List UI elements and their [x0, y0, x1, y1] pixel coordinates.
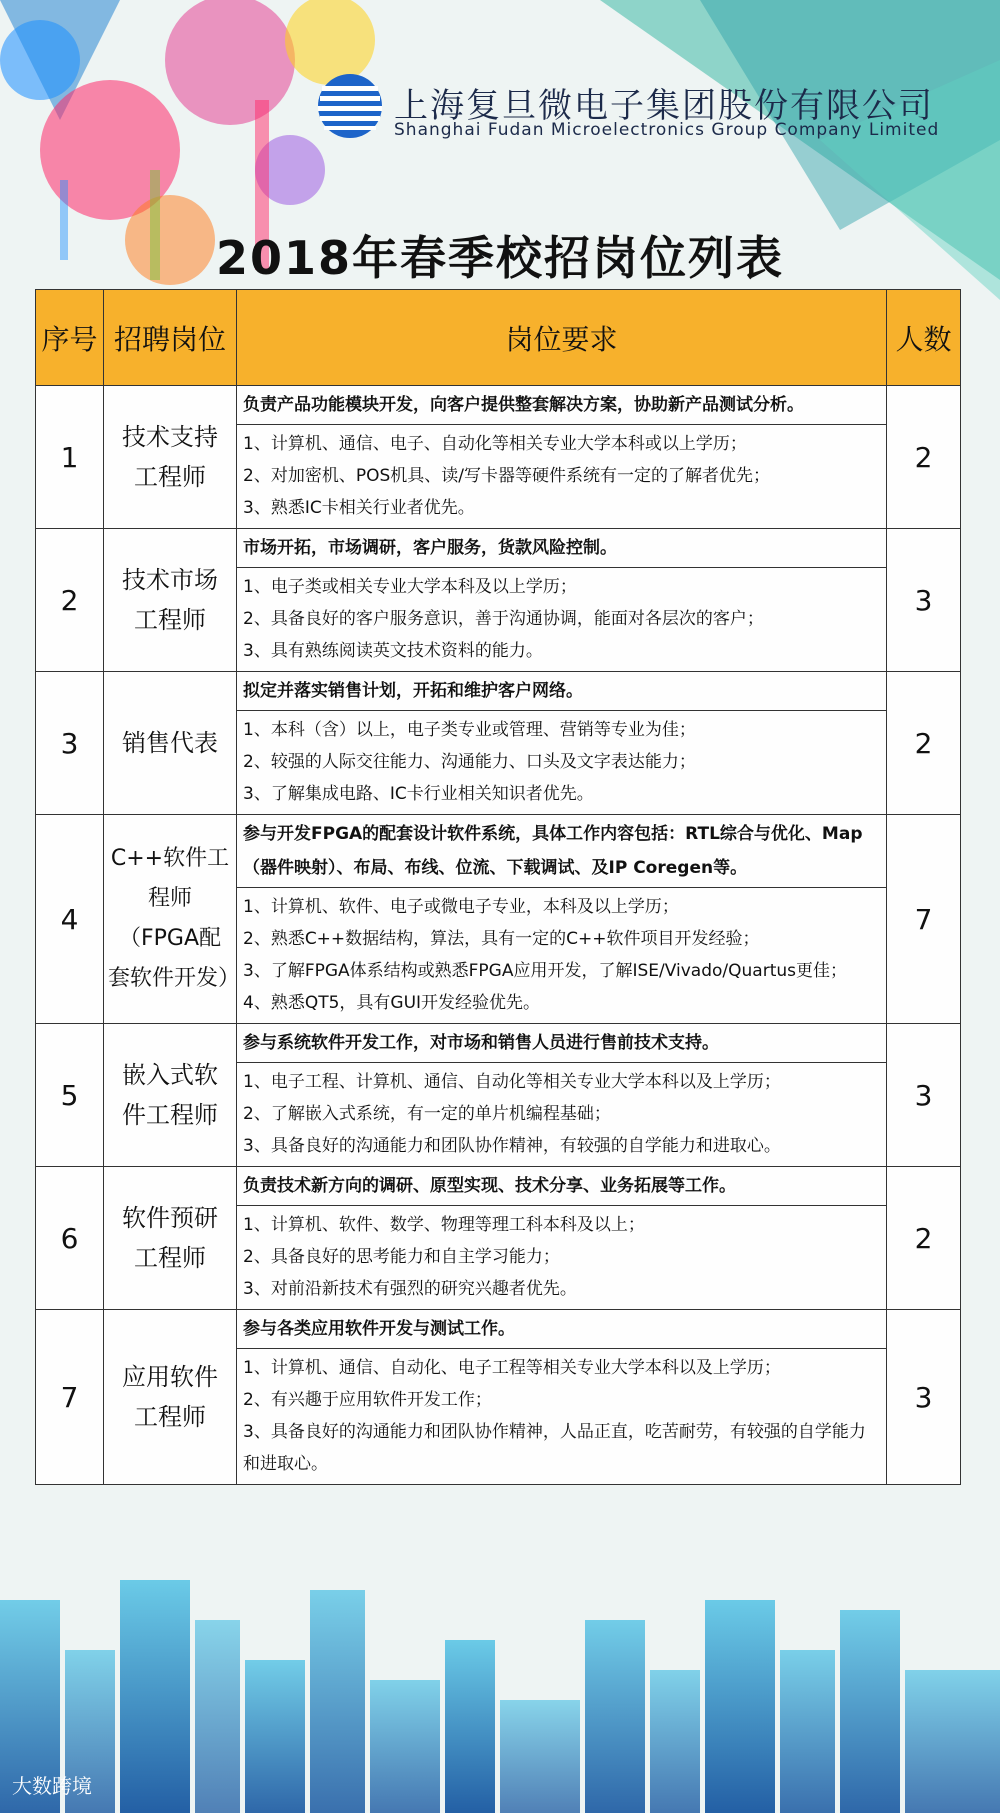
requirement-item: 4、熟悉QT5，具有GUI开发经验优先。 — [243, 993, 541, 1013]
requirement-item: 3、了解FPGA体系结构或熟悉FPGA应用开发，了解ISE/Vivado/Quartus更佳； — [243, 961, 847, 981]
row-requirements — [237, 815, 887, 1024]
requirement-item: 2、具备良好的客户服务意识，善于沟通协调，能面对各层次的客户； — [243, 609, 764, 629]
row-summary: 拟定并落实销售计划，开拓和维护客户网络。 — [237, 672, 886, 711]
requirement-item: 1、计算机、软件、数学、物理等理工科本科及以上； — [243, 1215, 645, 1235]
row-requirements — [237, 1167, 887, 1310]
requirement-item: 1、电子工程、计算机、通信、自动化等相关专业大学本科以及上学历； — [243, 1072, 781, 1092]
row-no: 5 — [36, 1024, 104, 1167]
requirement-item: 1、计算机、通信、自动化、电子工程等相关专业大学本科以及上学历； — [243, 1358, 781, 1378]
requirement-item: 1、计算机、通信、电子、自动化等相关专业大学本科或以上学历； — [243, 434, 747, 454]
requirement-item: 3、具有熟练阅读英文技术资料的能力。 — [243, 641, 543, 661]
table-row — [36, 1310, 961, 1485]
row-no: 1 — [36, 386, 104, 529]
requirement-item: 1、计算机、软件、电子或微电子专业，本科及以上学历； — [243, 897, 679, 917]
row-requirements — [237, 1024, 887, 1167]
row-summary: 市场开拓，市场调研，客户服务，货款风险控制。 — [237, 529, 886, 568]
header-count: 人数 — [887, 290, 961, 386]
table-row — [36, 1167, 961, 1310]
row-requirements — [237, 386, 887, 529]
table-row — [36, 815, 961, 1024]
row-position: 嵌入式软件工程师 — [104, 1024, 237, 1167]
requirement-item: 2、熟悉C++数据结构，算法，具有一定的C++软件项目开发经验； — [243, 929, 760, 949]
row-no: 7 — [36, 1310, 104, 1485]
row-position: 销售代表 — [104, 672, 237, 815]
row-no: 3 — [36, 672, 104, 815]
header-position: 招聘岗位 — [104, 290, 237, 386]
requirement-item: 3、具备良好的沟通能力和团队协作精神，有较强的自学能力和进取心。 — [243, 1136, 781, 1156]
table-header-row — [36, 290, 961, 386]
row-no: 4 — [36, 815, 104, 1024]
requirement-item: 1、本科（含）以上，电子类专业或管理、营销等专业为佳； — [243, 720, 696, 740]
city-skyline-illustration — [0, 1560, 1000, 1813]
row-count: 3 — [887, 529, 961, 672]
row-no: 6 — [36, 1167, 104, 1310]
row-requirements — [237, 1310, 887, 1485]
row-count: 3 — [887, 1024, 961, 1167]
row-no: 2 — [36, 529, 104, 672]
row-summary: 负责产品功能模块开发，向客户提供整套解决方案，协助新产品测试分析。 — [237, 386, 886, 425]
row-summary: 负责技术新方向的调研、原型实现、技术分享、业务拓展等工作。 — [237, 1167, 886, 1206]
table-row — [36, 386, 961, 529]
requirement-item: 2、有兴趣于应用软件开发工作； — [243, 1390, 492, 1410]
page-title: 2018年春季校招岗位列表 — [215, 231, 785, 285]
requirement-item: 3、对前沿新技术有强烈的研究兴趣者优先。 — [243, 1279, 577, 1299]
requirement-item: 2、具备良好的思考能力和自主学习能力； — [243, 1247, 560, 1267]
requirement-item: 2、对加密机、POS机具、读/写卡器等硬件系统有一定的了解者优先； — [243, 466, 770, 486]
company-logo-icon — [316, 72, 384, 140]
table-row — [36, 672, 961, 815]
row-position: 软件预研工程师 — [104, 1167, 237, 1310]
requirement-item: 2、了解嵌入式系统，有一定的单片机编程基础； — [243, 1104, 611, 1124]
row-summary: 参与系统软件开发工作，对市场和销售人员进行售前技术支持。 — [237, 1024, 886, 1063]
requirement-item: 3、具备良好的沟通能力和团队协作精神，人品正直，吃苦耐劳，有较强的自学能力和进取心。 — [243, 1422, 866, 1474]
row-position: 技术市场工程师 — [104, 529, 237, 672]
requirement-item: 1、电子类或相关专业大学本科及以上学历； — [243, 577, 577, 597]
row-count: 2 — [887, 386, 961, 529]
company-name-en: Shanghai Fudan Microelectronics Group Company Limited — [394, 120, 940, 140]
requirement-item: 2、较强的人际交往能力、沟通能力、口头及文字表达能力； — [243, 752, 696, 772]
row-count: 7 — [887, 815, 961, 1024]
row-requirements — [237, 672, 887, 815]
row-count: 3 — [887, 1310, 961, 1485]
requirement-item: 3、了解集成电路、IC卡行业相关知识者优先。 — [243, 784, 594, 804]
row-count: 2 — [887, 1167, 961, 1310]
table-row — [36, 1024, 961, 1167]
table-row — [36, 529, 961, 672]
row-position: 应用软件工程师 — [104, 1310, 237, 1485]
row-summary: 参与开发FPGA的配套设计软件系统，具体工作内容包括：RTL综合与优化、Map（器件映射）、布局、布线、位流、下载调试、及IP Coregen等。 — [237, 815, 886, 888]
positions-table — [35, 289, 961, 1485]
requirement-item: 3、熟悉IC卡相关行业者优先。 — [243, 498, 475, 518]
row-position: C++软件工程师（FPGA配套软件开发） — [104, 815, 237, 1024]
row-requirements — [237, 529, 887, 672]
watermark: 大数跨境 — [12, 1774, 92, 1798]
row-count: 2 — [887, 672, 961, 815]
company-name-cn: 上海复旦微电子集团股份有限公司 — [394, 86, 934, 126]
row-position: 技术支持工程师 — [104, 386, 237, 529]
row-summary: 参与各类应用软件开发与测试工作。 — [237, 1310, 886, 1349]
header-no: 序号 — [36, 290, 104, 386]
header-requirements: 岗位要求 — [237, 290, 887, 386]
